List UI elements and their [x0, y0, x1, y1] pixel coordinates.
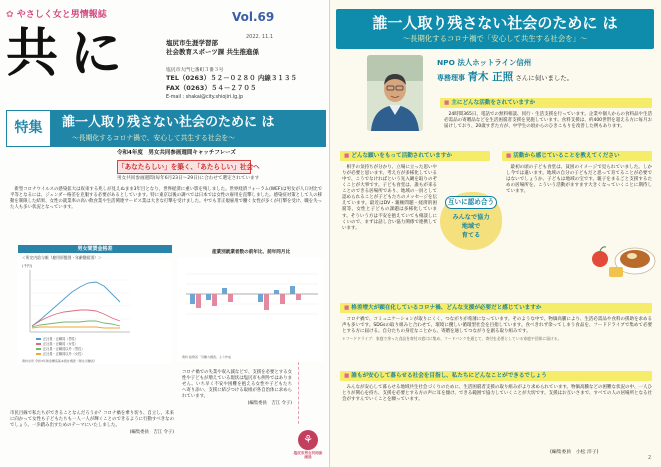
legend-entry: 正社員・正職員以外（女性）	[43, 352, 85, 356]
bar	[228, 294, 233, 302]
right-page	[330, 0, 661, 467]
office-mark	[292, 430, 324, 460]
answer-4	[342, 317, 652, 341]
bar	[290, 286, 295, 294]
person-portrait-icon	[367, 55, 423, 131]
bar	[296, 294, 301, 300]
closing-column-left	[10, 411, 174, 436]
slogan-heading: 令和4年度 男女共同参画週間キャッチフレーズ	[117, 150, 236, 156]
message-lines	[440, 214, 502, 241]
newsletter-logo: 共に	[6, 23, 135, 84]
feature-badge: 特集	[6, 110, 51, 147]
office-logo-icon: ⚘	[298, 430, 318, 450]
bar	[280, 294, 285, 304]
plot-background	[18, 260, 172, 364]
editor-credit: (編集委員 小松 洋子)	[550, 450, 599, 455]
kicker-text: やさしく女と男情報誌	[16, 10, 107, 20]
closing-column-right	[182, 370, 292, 407]
question-4	[340, 303, 652, 313]
bar	[258, 294, 263, 302]
answer-1	[444, 112, 652, 130]
publisher-line: 社会教育スポーツ課 共生推進係	[166, 47, 260, 56]
message-card	[440, 192, 502, 250]
bar	[274, 290, 279, 294]
left-page	[0, 0, 330, 467]
office-mark-label: 塩尻市男女共同参画局	[293, 451, 323, 460]
answer-text: コロナ禍で、コミュニケーションが取りにくく、つながりが希薄になっています。そのような中で、物価高騰により、生活必需品や食料の援助を求める声も多いです。SDGsの取り組みと合わせて、環境に優しい循環型社会を目指しています。食べきれず余ってしまう食品を、フードドライブで集めて必要とする方に届ける。自分たちの身近なことから、寄贈を通してつながりを創る取り組みです。	[342, 317, 652, 335]
closing-text: コロナ禍での失業や収入減などで、支援を必要とする女性や子どもが増えている現状は塩尻市も例外ではありません。いち早く不安や困難を抱える女性や子どもたちへ寄り添い、支援に結びつける取組が各自治体に求められています。	[182, 370, 292, 399]
wage-gap-chart	[18, 245, 172, 365]
bar	[264, 294, 269, 310]
plot-background	[178, 258, 324, 362]
industry-employment-chart	[178, 250, 324, 362]
answer-text: みんなが安心して暮らせる地域共生社会づくりのために、生活困窮者支援の取り組みがより求められています。物価高騰などの困難な状況の中、一人ひとりが関心を持ち、支援を必要とする方の声に耳を傾け、できる範囲で協力していくことが大切です。支援はお互いさまで、すべての人の居場所となる社会がすすんでいくことを願っています。	[342, 385, 652, 403]
interviewee-line	[437, 70, 573, 84]
interview-banner	[336, 9, 654, 49]
feature-title: 誰一人取り残さない社会のために は	[62, 115, 275, 130]
intro-paragraph: 新型コロナウイルスの感染拡大は収束する兆しが見えぬまま3年目となり、世界経済に重い影を残しました。世界経済フォーラム(WEF)は男女が人口対比で平等となるには、ジェンダー格差を克服する必要があるとしています。特に東京以後の調べでは日本では女性の雇用を直撃しました。感染症対策として人の移動を制限した結果、女性の就業率の高い飲食業や生活関連サービス業は大きな打撃を受けました。中でも非正規雇用で働く女性が多くが打撃を受け、職を失った人も多い状況となっています。	[10, 187, 322, 210]
editor-credit: (編集委員 吉江 令子)	[247, 400, 292, 406]
answer-text: 24時間365日、電話での無料相談、同行・生活支援を行っています。企業や個人からの食料品や生活必需品の寄贈品などを生活困窮者支援を実施しています。食料支援は、約400世帯を超える方に毎月お届けしており、20歳すぎた方が、中学生の頃からのひきこもりを改善した例もあります。	[444, 112, 652, 130]
legend-swatch	[36, 343, 41, 345]
question-text: 活動から感じていることを教えてください	[513, 153, 620, 159]
answer-3	[506, 165, 652, 195]
publisher-line: 塩尻市生涯学習部	[166, 39, 218, 47]
tel-line: TEL（0263）５２－０２８０ 内線３１３５	[166, 74, 297, 83]
legend-entry: 正社員・正職員（女性）	[43, 342, 79, 346]
answer-text: 相手の気持ちが分かり、立場に立った思いやりが必要と思います。考え方が多様化している中で、こうでなければという先入観を取りのぞくことが大事です。子ども食堂は、誰もが来ることのできる居場所であり、地域の一員として認められることが子どもたちのメッセージを伝えています。最近はDV・親権問題・経済的困窮等、女性と子どもの課題は多様化しています。そういう方は不安を抱えていても相談しにくいので、まずは話し合い協力関係で連携しています。	[342, 165, 437, 231]
slogan-note: 男女共同参画週間(毎年6月23日～29日)に合わせて選定されています	[117, 176, 260, 181]
question-text: 主にどんな活動をされていますか	[451, 100, 536, 106]
chart-subtitle: ＜所定内給与額（雇用形態別・年齢階級別）＞	[22, 255, 102, 260]
message-line: 地域で	[461, 222, 481, 230]
slogan: 「あなたらしい」を築く、「あたらしい」社会へ	[117, 160, 251, 174]
question-3	[502, 151, 652, 161]
address-line: 塩尻市大門七番町３番３号	[166, 68, 224, 73]
interviewee-name: 青木 正照	[467, 71, 514, 83]
answer-text: 最初の頃の子ども食堂は、貧困のイメージで見られていました。しかし今では違います。地域の自分の子どもだと思って育てることが必要ではないでしょうか。子どもは地域の宝です。親子をまるごと支援するための居場所を、こういう活動がますます大きくなっていくことに期待しています。	[506, 165, 652, 195]
y-axis-label: (千円)	[22, 264, 32, 268]
legend-entry: 正社員・正職員以外（男性）	[43, 347, 85, 351]
question-2	[340, 151, 490, 161]
message-line: 育てる	[461, 231, 481, 239]
question-text: 誰もが安心して暮らせる社会を目指し、私たちにどんなことができるでしょう	[351, 373, 547, 379]
bullet-icon: ■	[444, 100, 450, 106]
publisher	[166, 39, 326, 57]
volume-number: Vol.69	[232, 10, 275, 24]
interview-title: 誰一人取り残さない社会のために は	[372, 14, 618, 32]
question-text: どんな願いをもって活動されていますか	[351, 153, 452, 159]
legend-entry: 正社員・正職員（男性）	[43, 337, 79, 341]
question-1	[440, 98, 652, 108]
wage-gap-plot	[18, 260, 172, 364]
newsletter-kicker	[6, 9, 107, 21]
bar	[212, 294, 217, 306]
feature-banner	[6, 110, 326, 147]
bar	[196, 294, 201, 308]
legend-swatch	[36, 348, 41, 350]
closing-text: 市民目線で私たちができることなんだろうか？コロナ禍を乗り切り、自立し、未来に向かって女性も子どもたちも一人一人が輝くことのできるように行動すべきなのでしょう。一歩踏み出すためのテーマにいたしました。	[10, 411, 174, 428]
decorative-border	[298, 362, 316, 424]
bullet-icon: ■	[344, 305, 350, 311]
page-number: 2	[648, 455, 652, 461]
bar	[222, 288, 227, 294]
legend-swatch	[36, 338, 41, 340]
flower-icon: ✿	[6, 10, 14, 20]
fax-line: FAX（0263）５４－２７０５	[166, 83, 257, 92]
bar	[190, 294, 195, 304]
feature-subtitle: ～長期化するコロナ禍で、安心して共生する社会を～	[72, 134, 235, 142]
bullet-icon: ■	[344, 373, 350, 379]
question-5	[340, 371, 652, 381]
interviewee-ask: さんに伺いました。	[515, 74, 574, 82]
chart-source: 資料 総務省「労働力調査」より作成	[182, 355, 231, 359]
answer-2	[342, 165, 437, 232]
email-line: E-mail : shakai@city.shiojiri.lg.jp	[166, 94, 244, 100]
issue-date: 2022. 11.1	[246, 34, 274, 40]
bullet-icon: ■	[506, 153, 512, 159]
bullet-icon: ■	[344, 153, 350, 159]
question-text: 格差增大が顕在化しているコロナ禍、どんな支援が必要だと感じていますか	[351, 305, 542, 311]
interview-subtitle: ～長期化するコロナ禍で「安心して共生する社会を」～	[402, 34, 588, 43]
legend-swatch	[36, 353, 41, 355]
editor-credit: (編集委員 吉江 令子)	[129, 429, 174, 435]
intro-body	[10, 187, 322, 211]
answer-5	[342, 385, 652, 403]
interviewee-org: NPO 法人ホットライン信州	[437, 58, 532, 67]
chart-title: 産業別就業者数の前年比、前年同月比	[211, 250, 291, 255]
chart-source: 資料出所 令和3年賃金構造基本統計調査（厚生労働省）	[22, 359, 97, 363]
contact-address	[166, 67, 326, 101]
chart-title: 男女間賃金格差	[18, 245, 172, 253]
food-illustration	[587, 219, 657, 281]
industry-employment-plot	[178, 258, 324, 362]
message-tag: 互いに認め合う	[445, 196, 497, 209]
footnote: ＊フードドライブ：家庭で余った食品を寄付の窓口に集め、フードバンクを通じて、寄付を必要としている家庭や団体に届ける。	[342, 336, 562, 342]
message-line: みんなで協力	[452, 214, 490, 221]
bar	[206, 294, 211, 300]
interviewee-role: 専務理事	[437, 74, 465, 82]
interviewee-photo	[367, 55, 423, 131]
